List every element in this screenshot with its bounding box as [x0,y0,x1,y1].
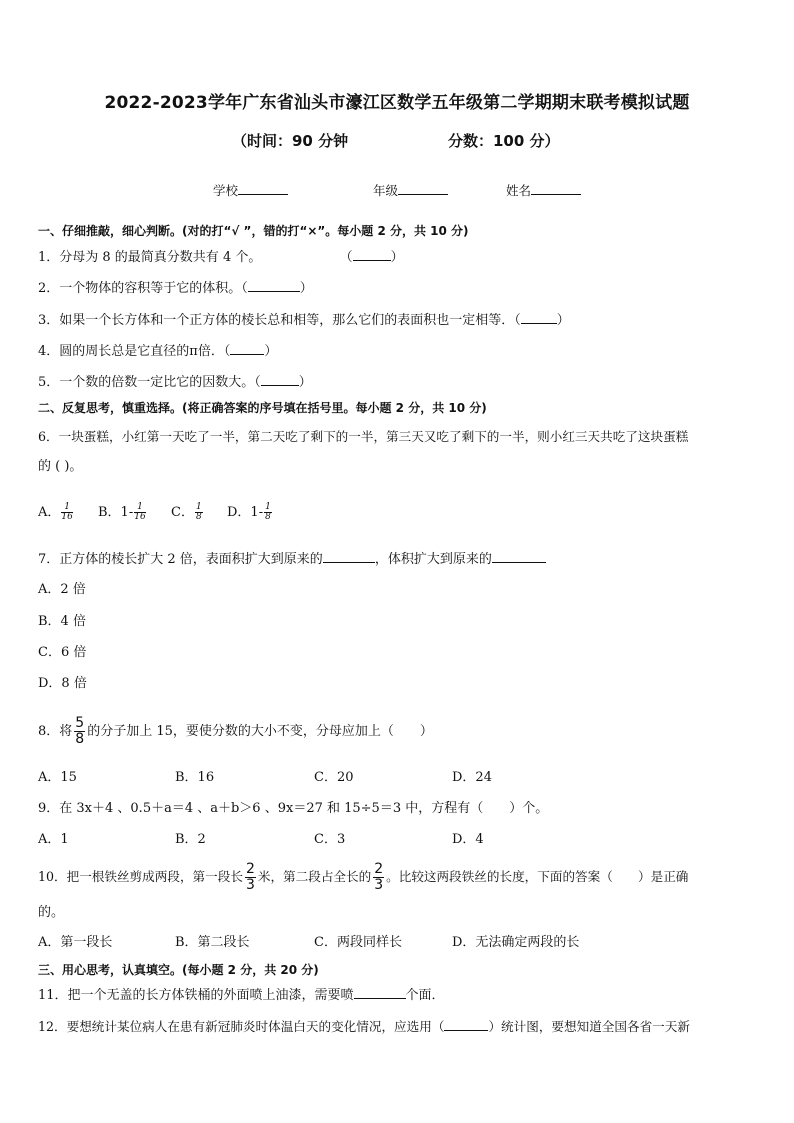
q6-option-c[interactable]: C． $\frac{1}{8}$ [171,502,202,522]
question-4: 4．圆的周长总是它直径的π倍．（ ） [38,344,278,359]
section-3-heading: 三、用心思考，认真填空。(每小题 2 分，共 20 分) [38,963,319,977]
answer-blank-5[interactable] [261,385,299,386]
grade-blank[interactable] [398,194,448,195]
name-field[interactable] [506,181,581,199]
q7-option-b[interactable]: B．4 倍 [38,614,86,629]
section-1-heading: 一、仔细推敲，细心判断。(对的打“√ ”，错的打“×”。每小题 2 分，共 10 分) [38,224,469,238]
q7-option-c[interactable]: C．6 倍 [38,645,87,660]
answer-blank-3[interactable] [521,323,557,324]
q11-blank[interactable] [354,998,406,999]
question-3-text: 3．如果一个长方体和一个正方体的棱长总和相等，那么它们的表面积也一定相等．（ [38,313,521,328]
exam-time: （时间：90 分钟 [232,132,349,150]
question-11: 11．把一个无盖的长方体铁桶的外面喷上油漆，需要喷 个面． [38,988,445,1003]
school-blank[interactable] [238,194,288,195]
q8-option-b[interactable]: B．16 [175,770,215,785]
q9-option-a[interactable]: A．1 [38,832,69,847]
name-label: 姓名 [506,183,532,198]
grade-label: 年级 [373,183,399,198]
q7-blank-1[interactable] [323,562,375,563]
question-6-line-1: 6．一块蛋糕，小红第一天吃了一半，第二天吃了剩下的一半，第三天又吃了剩下的一半，则小红三天共吃了这块蛋糕 [38,429,689,444]
page-title: 2022-2023学年广东省汕头市濠江区数学五年级第二学期期末联考模拟试题 [104,93,690,113]
question-5-text: 5．一个数的倍数一定比它的因数大。（ [38,375,261,390]
answer-blank-2[interactable] [248,291,300,292]
q6-option-d[interactable]: D．1- $\frac{1}{8}$ [227,502,271,522]
school-field[interactable] [213,181,288,199]
q8-option-c[interactable]: C．20 [314,770,354,785]
question-10: 10．把一根铁丝剪成两段，第一段长 $\frac{2}{3}$ 米，第二段占全长的 $\frac{2}{3}$ 。比较这两段铁丝的长度，下面的答案（ ）是正确 [38,861,689,893]
grade-field[interactable] [373,181,448,199]
question-3: 3．如果一个长方体和一个正方体的棱长总和相等，那么它们的表面积也一定相等．（ ） [38,313,570,328]
question-2-text: 2．一个物体的容积等于它的体积。（ [38,281,248,296]
q6-option-a[interactable]: A． $\frac{1}{16}$ [38,502,73,522]
q7-option-d[interactable]: D．8 倍 [38,676,87,691]
q12-blank[interactable] [444,1030,488,1031]
section-2-heading: 二、反复思考，慎重选择。(将正确答案的序号填在括号里。每小题 2 分，共 10 分) [38,401,487,415]
question-10-line-2: 的。 [38,905,65,920]
answer-blank-1[interactable] [353,260,391,261]
q10-option-d[interactable]: D．无法确定两段的长 [452,935,580,950]
q8-option-d[interactable]: D．24 [452,770,492,785]
question-2: 2．一个物体的容积等于它的体积。（ ） [38,281,313,296]
q9-option-c[interactable]: C．3 [314,832,346,847]
question-5: 5．一个数的倍数一定比它的因数大。（ ） [38,375,312,390]
question-4-text: 4．圆的周长总是它直径的π倍．（ [38,344,231,359]
q10-option-b[interactable]: B．第二段长 [175,935,250,950]
q10-option-c[interactable]: C．两段同样长 [314,935,402,950]
q9-option-b[interactable]: B．2 [175,832,206,847]
question-1-text: 1．分母为 8 的最简真分数共有 4 个。 [38,250,262,265]
name-blank[interactable] [531,194,581,195]
q7-option-a[interactable]: A．2 倍 [38,582,86,597]
question-6-line-2: 的 ( )。 [38,459,83,474]
answer-blank-4[interactable] [230,354,264,355]
q6-option-b[interactable]: B．1- $\frac{1}{16}$ [98,502,146,522]
q7-blank-2[interactable] [492,562,546,563]
question-8: 8．将 $\frac{5}{8}$ 的分子加上 15，要使分数的大小不变，分母应加上（ ） [38,715,433,747]
question-1: 1．分母为 8 的最简真分数共有 4 个。 （ ） [38,250,404,265]
question-7: 7．正方体的棱长扩大 2 倍，表面积扩大到原来的 ，体积扩大到原来的 [38,551,546,569]
school-label: 学校 [213,183,239,198]
q10-option-a[interactable]: A．第一段长 [38,935,113,950]
exam-score: 分数：100 分） [448,132,560,150]
question-12: 12．要想统计某位病人在患有新冠肺炎时体温白天的变化情况，应选用（ ）统计图，要想知道全国各省一天新 [38,1019,690,1034]
q9-option-d[interactable]: D．4 [452,832,484,847]
q8-option-a[interactable]: A．15 [38,770,77,785]
question-9: 9．在 3x＋4 、0.5＋a＝4 、a＋b＞6 、9x＝27 和 15÷5＝3 中，方程有（ ）个。 [38,801,549,816]
